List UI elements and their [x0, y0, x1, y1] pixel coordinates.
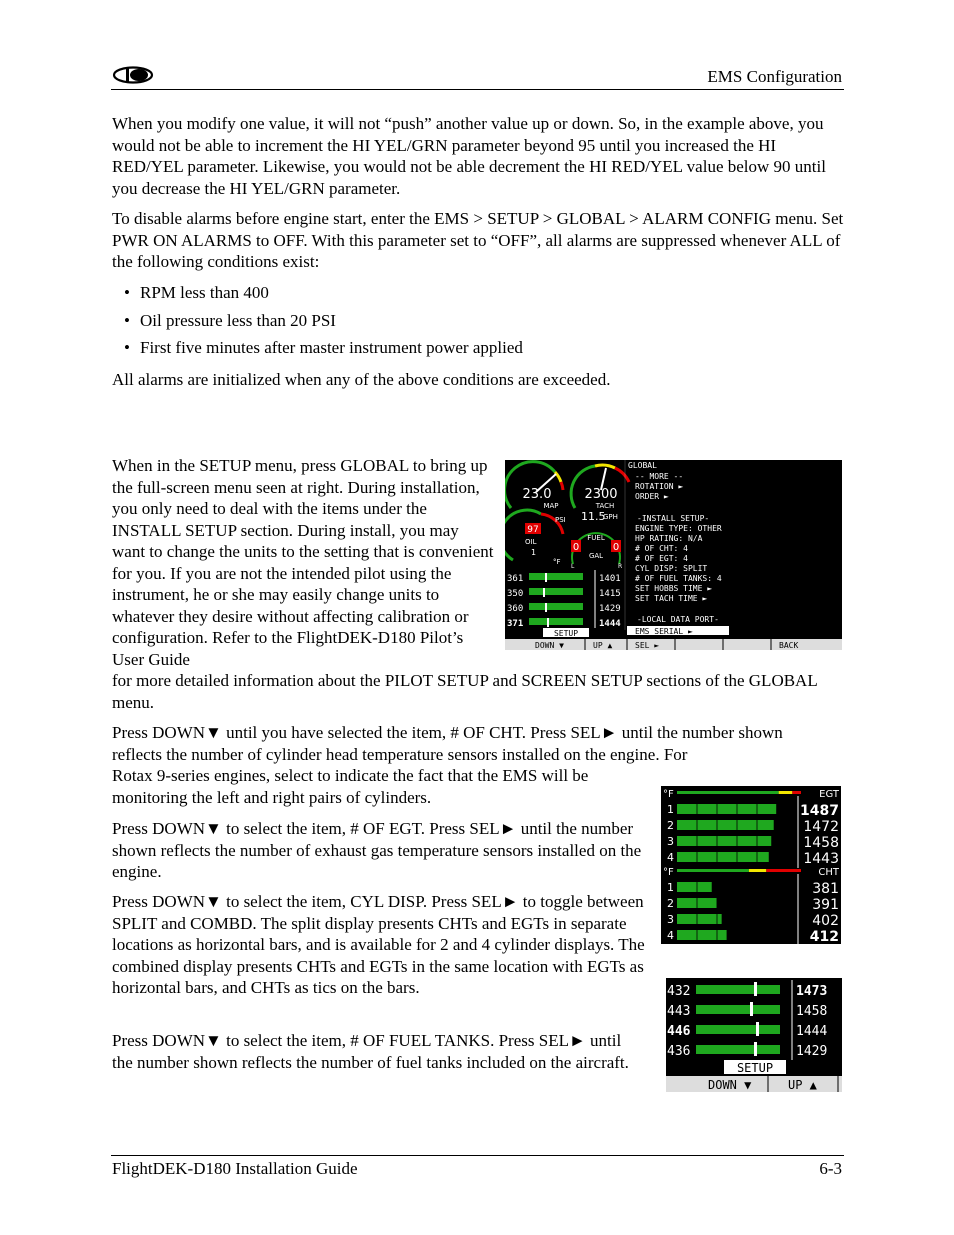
fuel-right: 0: [612, 542, 620, 553]
page-number: 6-3: [819, 1159, 842, 1178]
list-item: • Oil pressure less than 20 PSI: [112, 310, 523, 338]
temp-value: 391: [812, 897, 839, 913]
oil-label: OIL: [525, 538, 537, 546]
up-button-label: UP ▲: [788, 1078, 817, 1092]
egt-value: 1401: [599, 574, 621, 584]
dynon-logo-icon: [112, 66, 154, 84]
down-button-label: DOWN ▼: [535, 641, 564, 650]
temp-bar: [677, 852, 769, 862]
list-item: • RPM less than 400: [112, 282, 523, 310]
range-band-yellow: [779, 791, 793, 794]
alarm-conditions-list: [112, 282, 523, 365]
egt-value: 1429: [599, 604, 621, 614]
fuel-r: R: [618, 563, 623, 570]
menu-line: -LOCAL DATA PORT-: [637, 615, 719, 624]
setup-label: SETUP: [553, 629, 579, 638]
map-label: MAP: [543, 502, 559, 510]
menu-line: # OF EGT: 4: [635, 554, 688, 563]
global-menu-screenshot: [505, 460, 842, 650]
cht-value: 436: [667, 1044, 691, 1059]
paragraph-global-menu-cont: for more detailed information about the PILOT SETUP and SCREEN SETUP sections of the GLOBAL menu.: [112, 671, 818, 712]
combined-display-screenshot: [666, 978, 842, 1092]
paragraph-num-cht: Press DOWN▼ until you have selected the item, # OF CHT. Press SEL► until the number shown reflects the number of cylinder head temperature sensors installed on the engine. For: [112, 723, 783, 764]
oil-temp-unit: °F: [553, 558, 561, 566]
cht-value: 350: [507, 589, 524, 599]
menu-line: -INSTALL SETUP-: [637, 514, 710, 523]
temp-value: 412: [809, 929, 839, 944]
range-band-green: [677, 791, 779, 794]
tach-label: TACH: [595, 502, 615, 510]
paragraph-value-push: When you modify one value, it will not “push” another value up or down. So, in the example above, you would not be able to increment the HI YEL/GRN parameter beyond 95 until you increased the HI RED/YEL parameter. Likewise, you would not be able decrement the HI RED/YEL value below 90 until you decrease the HI YEL/GRN parameter.: [112, 114, 826, 198]
cylinder-number: 3: [667, 913, 674, 926]
cht-label: CHT: [818, 867, 839, 878]
temp-value: 381: [812, 881, 839, 897]
egt-unit: °F: [663, 789, 674, 800]
combined-display: [666, 978, 842, 1092]
egt-value: 1458: [796, 1004, 828, 1019]
temp-value: 1458: [803, 835, 839, 851]
temp-value: 402: [812, 913, 839, 929]
map-value: 23.0: [522, 487, 552, 502]
cylinder-number: 3: [667, 835, 674, 848]
menu-line-selected: EMS SERIAL ►: [635, 627, 693, 636]
cht-value: 446: [667, 1024, 691, 1039]
paragraph-cyl-disp: Press DOWN▼ to select the item, CYL DISP. Press SEL► to toggle between SPLIT and COMBD. The split display presents CHTs and EGTs in separate locations as horizontal bars, and is available for 2 and 4 cylinder displays. The combined display presents CHTs and EGTs in the same location with EGTs as horizontal bars, and CHTs as tics on the bars.: [112, 892, 645, 997]
menu-line: GLOBAL: [628, 461, 657, 470]
paragraph-disable-alarms: To disable alarms before engine start, enter the EMS > SETUP > GLOBAL > ALARM CONFIG menu. Set PWR ON ALARMS to OFF. With this parameter set to “OFF”, all alarms are suppressed whenever ALL of the following conditions exist:: [112, 209, 844, 271]
split-display: [661, 786, 841, 944]
egt-value: 1429: [796, 1044, 828, 1059]
temp-bar: [677, 820, 774, 830]
temp-bar: [677, 804, 776, 814]
tach-value: 2300: [584, 487, 618, 502]
menu-line: -- MORE --: [635, 472, 684, 481]
down-button-label: DOWN ▼: [708, 1078, 752, 1092]
section-title: EMS Configuration: [707, 67, 842, 86]
oil-temp: 97: [527, 525, 539, 535]
footer-rule: [111, 1155, 844, 1156]
cylinder-number: 4: [667, 929, 674, 942]
menu-line: HP RATING: N/A: [635, 534, 703, 543]
global-menu-list: [627, 461, 729, 636]
gal-label: GAL: [588, 552, 604, 560]
temp-bar: [677, 914, 722, 924]
gph-value: 11.5: [581, 510, 606, 523]
gph-unit: GPH: [603, 513, 618, 521]
oil-psi-label: PSI: [555, 516, 566, 524]
paragraph-num-egt: Press DOWN▼ to select the item, # OF EGT. Press SEL► until the number shown reflects the number of exhaust gas temperature sensors installed on the engine.: [112, 819, 642, 881]
fuel-l: L: [571, 563, 575, 570]
menu-line: ROTATION ►: [635, 482, 684, 491]
cylinder-number: 4: [667, 851, 674, 864]
paragraph-rotax: Rotax 9-series engines, select to indicate the fact that the EMS will be monitoring the left and right pairs of cylinders.: [112, 766, 589, 807]
range-band-red: [766, 869, 801, 872]
menu-line: ORDER ►: [635, 492, 669, 501]
menu-line: SET HOBBS TIME ►: [635, 584, 713, 593]
menu-line: CYL DISP: SPLIT: [635, 564, 708, 573]
fuel-left: 0: [572, 542, 580, 553]
up-button-label: UP ▲: [593, 641, 613, 650]
global-menu-display: [505, 460, 842, 650]
header-rule: [111, 89, 844, 90]
cylinder-number: 1: [667, 803, 674, 816]
cht-value: 432: [667, 984, 691, 999]
menu-line: SET TACH TIME ►: [635, 594, 708, 603]
cht-unit: °F: [663, 867, 674, 878]
menu-line: # OF FUEL TANKS: 4: [635, 574, 722, 583]
paragraph-fuel-tanks: Press DOWN▼ to select the item, # OF FUEL TANKS. Press SEL► until the number shown reflects the number of fuel tanks included on the aircraft.: [112, 1031, 629, 1072]
cht-value: 360: [507, 604, 524, 614]
cht-value: 361: [507, 574, 524, 584]
range-band-yellow: [749, 869, 766, 872]
list-item: • First five minutes after master instrument power applied: [112, 337, 523, 365]
document-title: FlightDEK-D180 Installation Guide: [112, 1159, 358, 1178]
temp-value: 1472: [803, 819, 839, 835]
back-button-label: BACK: [779, 641, 799, 650]
egt-label: EGT: [819, 789, 839, 800]
oil-small: 1: [531, 548, 537, 557]
menu-line: # OF CHT: 4: [635, 544, 688, 553]
egt-value: 1444: [599, 619, 621, 629]
cht-value: 371: [507, 619, 524, 629]
sel-button-label: SEL ►: [635, 641, 660, 650]
cht-value: 443: [667, 1004, 691, 1019]
temp-value: 1487: [800, 803, 839, 819]
setup-label: SETUP: [736, 1061, 774, 1075]
egt-value: 1444: [796, 1024, 828, 1039]
range-band-red: [792, 791, 801, 794]
paragraph-alarms-initialized: All alarms are initialized when any of the above conditions are exceeded.: [112, 370, 611, 389]
cylinder-number: 1: [667, 881, 674, 894]
cylinder-number: 2: [667, 897, 674, 910]
egt-value: 1415: [599, 589, 621, 599]
temp-bar: [677, 930, 727, 940]
cht-egt-bars: [529, 570, 595, 628]
split-display-screenshot: [661, 786, 841, 944]
fuel-label: FUEL: [587, 534, 605, 542]
egt-value: 1473: [796, 984, 828, 999]
cylinder-number: 2: [667, 819, 674, 832]
paragraph-global-menu: When in the SETUP menu, press GLOBAL to bring up the full-screen menu seen at right. During installation, you only need to deal with the items under the INSTALL SETUP section. During install, you may want to change the units to the setting that is convenient for you. If you are not the intended pilot using the instrument, he or she may easily change units to whatever they desire without affecting calibration or configuration. Refer to the FlightDEK-D180 Pilot’s User Guide: [112, 456, 494, 669]
temp-bar: [677, 882, 712, 892]
range-band-green: [677, 869, 749, 872]
menu-line: ENGINE TYPE: OTHER: [635, 524, 722, 533]
temp-value: 1443: [803, 851, 839, 867]
